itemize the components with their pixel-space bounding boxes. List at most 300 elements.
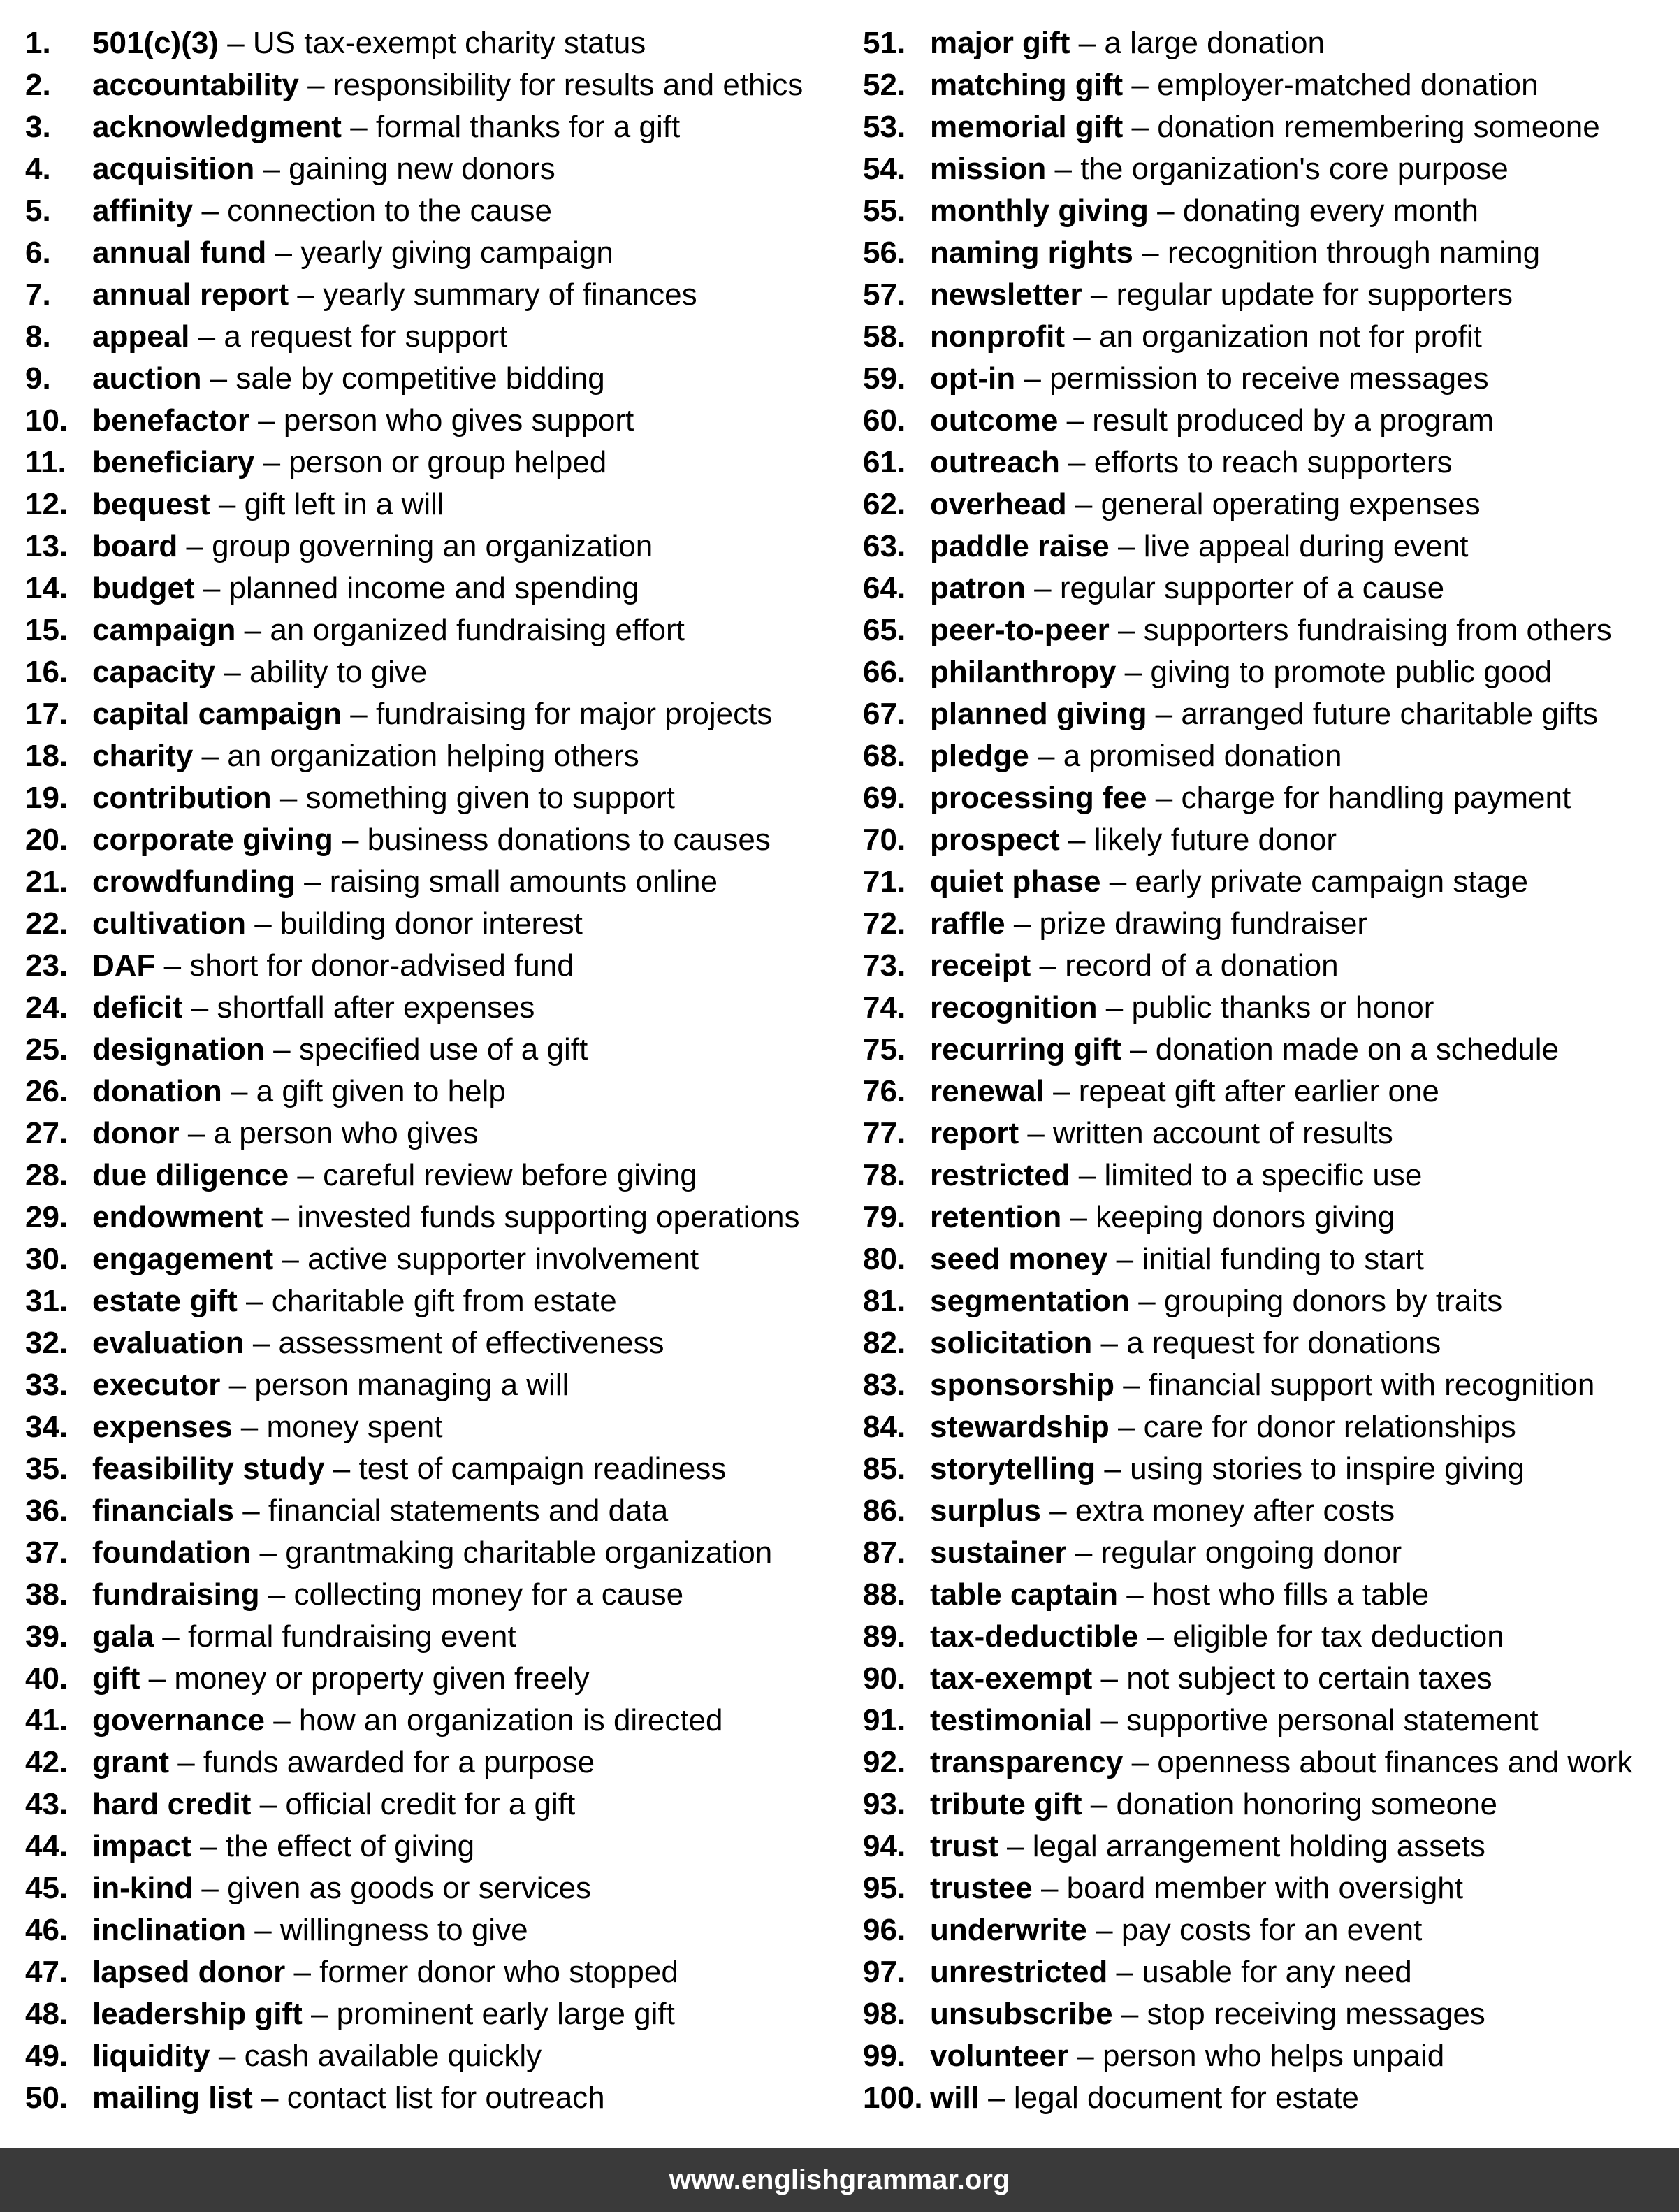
entry-definition: donation remembering someone xyxy=(1157,110,1600,144)
entry-number: 59. xyxy=(863,361,906,396)
glossary-entry xyxy=(25,568,836,609)
entry-separator: – xyxy=(1059,823,1094,857)
entry-term: auction xyxy=(92,361,202,396)
entry-number: 58. xyxy=(863,319,906,354)
entry-separator: – xyxy=(302,1997,337,2031)
entry-term: segmentation xyxy=(930,1284,1131,1318)
entry-definition: not subject to certain taxes xyxy=(1126,1661,1492,1696)
entry-separator: – xyxy=(193,1871,228,1905)
glossary-entry xyxy=(25,1322,836,1364)
glossary-entry xyxy=(863,358,1677,400)
entry-separator: – xyxy=(1130,1284,1164,1318)
entry-term: appeal xyxy=(92,319,190,354)
entry-number: 77. xyxy=(863,1116,906,1150)
entry-term: retention xyxy=(930,1200,1062,1234)
entry-term: feasibility study xyxy=(92,1452,325,1486)
entry-term: capacity xyxy=(92,655,216,689)
entry-separator: – xyxy=(264,1032,299,1067)
entry-term: report xyxy=(930,1116,1019,1150)
entry-separator: – xyxy=(1029,739,1063,773)
entry-definition: using stories to inspire giving xyxy=(1130,1452,1525,1486)
entry-separator: – xyxy=(1147,781,1182,815)
entry-term: foundation xyxy=(92,1535,252,1570)
entry-separator: – xyxy=(232,1410,267,1444)
glossary-entry xyxy=(25,1951,836,1993)
glossary-entry xyxy=(863,1448,1677,1490)
entry-separator: – xyxy=(324,1452,359,1486)
entry-definition: prize drawing fundraiser xyxy=(1039,906,1368,941)
glossary-entry xyxy=(25,442,836,484)
entry-term: liquidity xyxy=(92,2039,210,2073)
entry-separator: – xyxy=(1092,1661,1127,1696)
entry-separator: – xyxy=(1116,655,1151,689)
entry-term: donation xyxy=(92,1074,222,1108)
glossary-entry xyxy=(863,1742,1677,1784)
entry-term: matching gift xyxy=(930,68,1124,102)
entry-definition: pay costs for an event xyxy=(1121,1913,1423,1947)
entry-term: crowdfunding xyxy=(92,865,296,899)
entry-definition: a promised donation xyxy=(1063,739,1342,773)
entry-number: 36. xyxy=(25,1494,68,1528)
entry-definition: permission to receive messages xyxy=(1049,361,1489,396)
entry-definition: written account of results xyxy=(1053,1116,1393,1150)
glossary-entry xyxy=(25,22,836,64)
glossary-entry xyxy=(863,1322,1677,1364)
entry-definition: legal document for estate xyxy=(1013,2081,1359,2115)
entry-separator: – xyxy=(154,1619,188,1654)
glossary-entry xyxy=(25,861,836,903)
glossary-entry xyxy=(25,1364,836,1406)
entry-number: 57. xyxy=(863,277,906,312)
entry-definition: sale by competitive bidding xyxy=(235,361,605,396)
entry-number: 65. xyxy=(863,613,906,647)
entry-number: 61. xyxy=(863,445,906,479)
entry-separator: – xyxy=(1121,1032,1156,1067)
entry-number: 64. xyxy=(863,571,906,605)
entry-definition: shortfall after expenses xyxy=(217,990,535,1025)
entry-separator: – xyxy=(237,1284,272,1318)
entry-number: 22. xyxy=(25,906,68,941)
glossary-entry xyxy=(25,1784,836,1826)
entry-definition: supporters fundraising from others xyxy=(1143,613,1612,647)
entry-number: 90. xyxy=(863,1661,906,1696)
entry-separator: – xyxy=(246,906,280,941)
glossary-entry xyxy=(863,1155,1677,1197)
entry-term: outcome xyxy=(930,403,1059,438)
entry-number: 27. xyxy=(25,1116,68,1150)
entry-term: planned giving xyxy=(930,697,1147,731)
glossary-entry xyxy=(25,316,836,358)
entry-definition: extra money after costs xyxy=(1075,1494,1395,1528)
entry-term: expenses xyxy=(92,1410,233,1444)
entry-definition: early private campaign stage xyxy=(1135,865,1528,899)
entry-term: trust xyxy=(930,1829,998,1863)
entry-separator: – xyxy=(333,823,368,857)
entry-number: 3. xyxy=(25,110,51,144)
entry-number: 39. xyxy=(25,1619,68,1654)
entry-number: 5. xyxy=(25,194,51,228)
entry-separator: – xyxy=(1096,1452,1131,1486)
entry-definition: care for donor relationships xyxy=(1143,1410,1516,1444)
glossary-entry xyxy=(25,693,836,735)
entry-separator: – xyxy=(177,529,212,563)
entry-term: in-kind xyxy=(92,1871,194,1905)
glossary-entry xyxy=(863,1867,1677,1909)
glossary-entry xyxy=(25,1448,836,1490)
glossary-entry xyxy=(863,1616,1677,1658)
entry-number: 95. xyxy=(863,1871,906,1905)
glossary-entry xyxy=(863,316,1677,358)
entry-definition: a gift given to help xyxy=(256,1074,506,1108)
entry-term: patron xyxy=(930,571,1026,605)
glossary-entry xyxy=(863,609,1677,651)
entry-number: 47. xyxy=(25,1955,68,1989)
entry-definition: fundraising for major projects xyxy=(375,697,773,731)
entry-number: 71. xyxy=(863,865,906,899)
entry-number: 26. xyxy=(25,1074,68,1108)
entry-term: gift xyxy=(92,1661,140,1696)
entry-term: hard credit xyxy=(92,1787,252,1821)
entry-definition: a large donation xyxy=(1104,26,1325,60)
entry-term: affinity xyxy=(92,194,194,228)
entry-definition: employer-matched donation xyxy=(1157,68,1539,102)
glossary-entry xyxy=(863,274,1677,316)
entry-term: endowment xyxy=(92,1200,263,1234)
entry-number: 92. xyxy=(863,1745,906,1779)
entry-separator: – xyxy=(295,865,330,899)
glossary-entry xyxy=(25,1993,836,2035)
entry-number: 75. xyxy=(863,1032,906,1067)
glossary-entry xyxy=(25,232,836,274)
entry-term: mailing list xyxy=(92,2081,253,2115)
entry-definition: eligible for tax deduction xyxy=(1172,1619,1504,1654)
entry-number: 18. xyxy=(25,739,68,773)
entry-separator: – xyxy=(1068,2039,1103,2073)
glossary-entry xyxy=(25,1532,836,1574)
glossary-entry xyxy=(25,1909,836,1951)
entry-number: 52. xyxy=(863,68,906,102)
entry-term: charity xyxy=(92,739,194,773)
entry-term: governance xyxy=(92,1703,265,1737)
entry-number: 72. xyxy=(863,906,906,941)
entry-term: paddle raise xyxy=(930,529,1110,563)
entry-separator: – xyxy=(1061,1200,1096,1234)
entry-number: 74. xyxy=(863,990,906,1025)
entry-number: 73. xyxy=(863,948,906,983)
entry-number: 13. xyxy=(25,529,68,563)
glossary-entry xyxy=(25,148,836,190)
entry-number: 16. xyxy=(25,655,68,689)
entry-term: peer-to-peer xyxy=(930,613,1110,647)
entry-definition: assessment of effectiveness xyxy=(278,1326,664,1360)
entry-separator: – xyxy=(254,152,289,186)
glossary-entry xyxy=(863,1490,1677,1532)
entry-term: memorial gift xyxy=(930,110,1124,144)
glossary-entry xyxy=(25,64,836,106)
entry-number: 20. xyxy=(25,823,68,857)
glossary-entry xyxy=(25,1616,836,1658)
entry-term: unsubscribe xyxy=(930,1997,1113,2031)
entry-number: 2. xyxy=(25,68,51,102)
glossary-entry xyxy=(863,1113,1677,1155)
entry-separator: – xyxy=(1066,1535,1101,1570)
entry-number: 17. xyxy=(25,697,68,731)
entry-number: 37. xyxy=(25,1535,68,1570)
entry-separator: – xyxy=(1032,1871,1067,1905)
entry-number: 44. xyxy=(25,1829,68,1863)
glossary-entry xyxy=(863,693,1677,735)
entry-term: due diligence xyxy=(92,1158,289,1192)
entry-term: underwrite xyxy=(930,1913,1087,1947)
entry-separator: – xyxy=(1133,236,1168,270)
entry-separator: – xyxy=(1086,1913,1121,1947)
glossary-entry xyxy=(25,1490,836,1532)
entry-separator: – xyxy=(1015,361,1050,396)
glossary-entry xyxy=(25,903,836,945)
entry-number: 50. xyxy=(25,2081,68,2115)
entry-separator: – xyxy=(1031,948,1066,983)
entry-definition: host who fills a table xyxy=(1151,1577,1430,1612)
entry-definition: regular update for supporters xyxy=(1116,277,1513,312)
glossary-entry xyxy=(25,735,836,777)
entry-separator: – xyxy=(285,1955,320,1989)
entry-term: fundraising xyxy=(92,1577,260,1612)
entry-separator: – xyxy=(298,68,333,102)
entry-definition: charitable gift from estate xyxy=(271,1284,617,1318)
entry-number: 66. xyxy=(863,655,906,689)
glossary-entry xyxy=(25,1826,836,1867)
entry-definition: something given to support xyxy=(305,781,675,815)
entry-number: 10. xyxy=(25,403,68,438)
glossary-entry xyxy=(25,358,836,400)
entry-term: campaign xyxy=(92,613,236,647)
entry-number: 38. xyxy=(25,1577,68,1612)
entry-term: solicitation xyxy=(930,1326,1093,1360)
entry-number: 31. xyxy=(25,1284,68,1318)
entry-separator: – xyxy=(1100,865,1135,899)
entry-term: table captain xyxy=(930,1577,1118,1612)
entry-term: tax-deductible xyxy=(930,1619,1139,1654)
glossary-entry xyxy=(863,400,1677,442)
entry-definition: business donations to causes xyxy=(367,823,771,857)
entry-separator: – xyxy=(979,2081,1014,2115)
entry-separator: – xyxy=(1148,194,1183,228)
entry-term: testimonial xyxy=(930,1703,1093,1737)
entry-term: naming rights xyxy=(930,236,1133,270)
entry-number: 100. xyxy=(863,2081,923,2115)
entry-separator: – xyxy=(1147,697,1182,731)
entry-definition: US tax-exempt charity status xyxy=(252,26,646,60)
entry-term: newsletter xyxy=(930,277,1082,312)
entry-separator: – xyxy=(193,739,228,773)
entry-definition: active supporter involvement xyxy=(307,1242,699,1276)
entry-number: 40. xyxy=(25,1661,68,1696)
entry-term: prospect xyxy=(930,823,1060,857)
entry-number: 78. xyxy=(863,1158,906,1192)
entry-separator: – xyxy=(341,110,376,144)
entry-term: 501(c)(3) xyxy=(92,26,219,60)
entry-definition: efforts to reach supporters xyxy=(1093,445,1453,479)
entry-number: 55. xyxy=(863,194,906,228)
entry-term: impact xyxy=(92,1829,191,1863)
entry-term: tax-exempt xyxy=(930,1661,1093,1696)
entry-number: 84. xyxy=(863,1410,906,1444)
entry-number: 48. xyxy=(25,1997,68,2031)
entry-separator: – xyxy=(1059,445,1094,479)
footer-url[interactable]: www.englishgrammar.org xyxy=(669,2164,1010,2195)
entry-term: sponsorship xyxy=(930,1368,1115,1402)
entry-term: tribute gift xyxy=(930,1787,1082,1821)
glossary-entry xyxy=(863,190,1677,232)
entry-definition: result produced by a program xyxy=(1092,403,1495,438)
entry-term: processing fee xyxy=(930,781,1147,815)
entry-number: 82. xyxy=(863,1326,906,1360)
glossary-entry xyxy=(25,2035,836,2077)
entry-term: recognition xyxy=(930,990,1098,1025)
entry-number: 80. xyxy=(863,1242,906,1276)
entry-term: budget xyxy=(92,571,195,605)
entry-separator: – xyxy=(1138,1619,1173,1654)
entry-separator: – xyxy=(1065,319,1099,354)
entry-term: cultivation xyxy=(92,906,247,941)
entry-term: unrestricted xyxy=(930,1955,1108,1989)
entry-definition: supportive personal statement xyxy=(1126,1703,1539,1737)
entry-number: 53. xyxy=(863,110,906,144)
entry-separator: – xyxy=(182,990,217,1025)
entry-separator: – xyxy=(221,1074,256,1108)
entry-definition: the effect of giving xyxy=(225,1829,475,1863)
entry-term: annual fund xyxy=(92,236,267,270)
entry-definition: connection to the cause xyxy=(227,194,552,228)
entry-term: philanthropy xyxy=(930,655,1117,689)
entry-term: inclination xyxy=(92,1913,246,1947)
entry-separator: – xyxy=(179,1116,214,1150)
entry-definition: test of campaign readiness xyxy=(358,1452,727,1486)
entry-separator: – xyxy=(251,1787,286,1821)
entry-definition: an organized fundraising effort xyxy=(270,613,685,647)
entry-number: 43. xyxy=(25,1787,68,1821)
entry-number: 51. xyxy=(863,26,906,60)
entry-number: 29. xyxy=(25,1200,68,1234)
glossary-entry xyxy=(863,1197,1677,1238)
entry-separator: – xyxy=(1109,1410,1144,1444)
entry-separator: – xyxy=(218,26,253,60)
entry-term: monthly giving xyxy=(930,194,1149,228)
entry-definition: financial statements and data xyxy=(268,1494,669,1528)
entry-term: will xyxy=(930,2081,980,2115)
glossary-entry xyxy=(863,1406,1677,1448)
entry-number: 88. xyxy=(863,1577,906,1612)
entry-number: 34. xyxy=(25,1410,68,1444)
entry-separator: – xyxy=(251,1535,286,1570)
entry-separator: – xyxy=(1092,1703,1127,1737)
entry-number: 99. xyxy=(863,2039,906,2073)
glossary-entry xyxy=(863,861,1677,903)
entry-separator: – xyxy=(215,655,250,689)
entry-separator: – xyxy=(254,445,289,479)
entry-definition: grantmaking charitable organization xyxy=(285,1535,773,1570)
entry-term: seed money xyxy=(930,1242,1108,1276)
entry-number: 85. xyxy=(863,1452,906,1486)
entry-definition: an organization helping others xyxy=(227,739,639,773)
entry-separator: – xyxy=(1019,1116,1054,1150)
glossary-entry xyxy=(25,1071,836,1113)
footer-bar xyxy=(0,2148,1679,2212)
glossary-entry xyxy=(863,945,1677,987)
entry-separator: – xyxy=(1092,1326,1127,1360)
entry-number: 30. xyxy=(25,1242,68,1276)
entry-term: outreach xyxy=(930,445,1060,479)
entry-number: 86. xyxy=(863,1494,906,1528)
entry-number: 67. xyxy=(863,697,906,731)
entry-term: designation xyxy=(92,1032,265,1067)
entry-separator: – xyxy=(264,1703,299,1737)
entry-term: DAF xyxy=(92,948,156,983)
entry-separator: – xyxy=(273,1242,308,1276)
entry-term: estate gift xyxy=(92,1284,238,1318)
entry-definition: prominent early large gift xyxy=(336,1997,675,2031)
entry-definition: short for donor-advised fund xyxy=(189,948,574,983)
entry-definition: money or property given freely xyxy=(174,1661,590,1696)
glossary-entry xyxy=(863,1826,1677,1867)
entry-separator: – xyxy=(169,1745,203,1779)
entry-separator: – xyxy=(1025,571,1060,605)
entry-number: 21. xyxy=(25,865,68,899)
entry-term: contribution xyxy=(92,781,272,815)
entry-definition: openness about finances and work xyxy=(1157,1745,1633,1779)
entry-term: opt-in xyxy=(930,361,1016,396)
entry-number: 4. xyxy=(25,152,51,186)
glossary-entry xyxy=(863,1029,1677,1071)
glossary-entry xyxy=(25,2077,836,2119)
entry-definition: yearly summary of finances xyxy=(323,277,697,312)
entry-term: board xyxy=(92,529,178,563)
entry-number: 41. xyxy=(25,1703,68,1737)
entry-separator: – xyxy=(235,613,270,647)
entry-definition: gaining new donors xyxy=(289,152,555,186)
entry-definition: a request for donations xyxy=(1126,1326,1441,1360)
entry-term: storytelling xyxy=(930,1452,1096,1486)
entry-number: 49. xyxy=(25,2039,68,2073)
entry-separator: – xyxy=(259,1577,294,1612)
entry-term: financials xyxy=(92,1494,234,1528)
entry-number: 32. xyxy=(25,1326,68,1360)
glossary-entry xyxy=(25,1238,836,1280)
glossary-entry xyxy=(25,819,836,861)
entry-separator: – xyxy=(1112,1997,1147,2031)
glossary-entry xyxy=(25,1155,836,1197)
glossary-entry xyxy=(863,819,1677,861)
entry-term: recurring gift xyxy=(930,1032,1121,1067)
entry-separator: – xyxy=(201,361,236,396)
entry-term: executor xyxy=(92,1368,221,1402)
glossary-entry xyxy=(863,1700,1677,1742)
entry-separator: – xyxy=(1040,1494,1075,1528)
entry-number: 1. xyxy=(25,26,51,60)
entry-separator: – xyxy=(266,236,301,270)
entry-separator: – xyxy=(289,1158,324,1192)
glossary-entry xyxy=(25,1113,836,1155)
entry-term: mission xyxy=(930,152,1047,186)
entry-term: acquisition xyxy=(92,152,255,186)
entry-term: trustee xyxy=(930,1871,1033,1905)
entry-separator: – xyxy=(1058,403,1093,438)
glossary-entry xyxy=(25,106,836,148)
entry-definition: the organization's core purpose xyxy=(1080,152,1509,186)
entry-definition: regular ongoing donor xyxy=(1100,1535,1402,1570)
left-column xyxy=(25,22,836,2119)
glossary-entry xyxy=(25,1406,836,1448)
